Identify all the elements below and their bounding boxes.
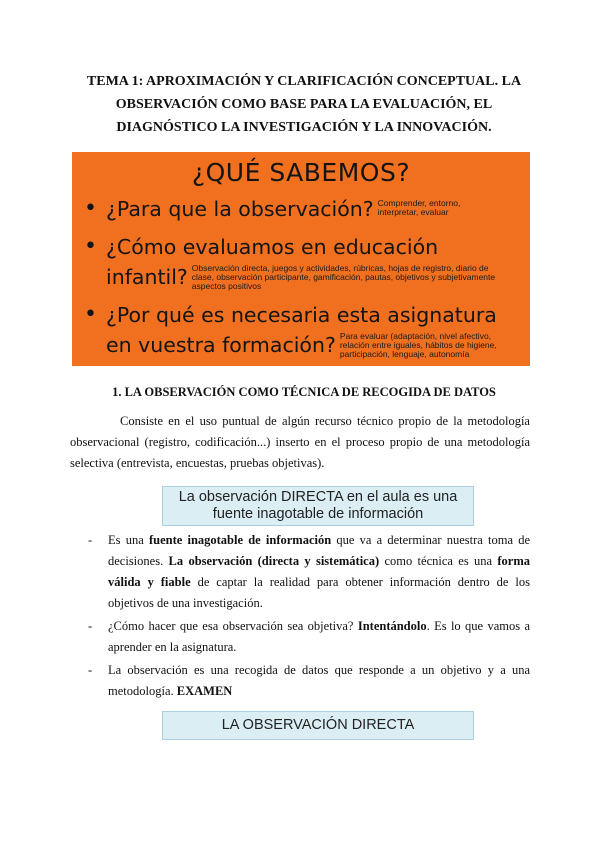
callout-directa: La observación DIRECTA en el aula es una fuente inagotable de información	[162, 486, 474, 526]
bullet-dot: •	[84, 234, 97, 259]
item-text: Es una	[108, 533, 144, 547]
item-text: ¿Cómo hacer que esa observación sea objetiva?	[108, 619, 354, 633]
bullet-list	[70, 530, 530, 704]
question-3-note: Para evaluar (adaptación, nivel afectivo, relación entre iguales, hábitos de higiene, participación, lenguaje, autonomía	[339, 330, 497, 359]
bullet-dot: •	[84, 302, 97, 327]
slide-heading: ¿QUÉ SABEMOS?	[191, 158, 411, 187]
que-sabemos-slide	[72, 152, 530, 366]
section-heading: 1. LA OBSERVACIÓN COMO TÉCNICA DE RECOGIDA DE DATOS	[112, 385, 496, 399]
document-title: TEMA 1: APROXIMACIÓN Y CLARIFICACIÓN CONCEPTUAL. LA OBSERVACIÓN COMO BASE PARA LA EVALUACIÓN, EL DIAGNÓSTICO LA INVESTIGACIÓN Y LA INNOVACIÓN.	[86, 74, 522, 135]
dash-marker: -	[88, 533, 93, 547]
question-2-note: Observación directa, juegos y actividades, rúbricas, hojas de registro, diario de clase, observación participante, gamificación, pautas, objetivos y subjetivamente aspectos positivos	[191, 262, 496, 291]
callout-observacion-directa: LA OBSERVACIÓN DIRECTA	[162, 711, 474, 740]
list-item	[70, 530, 530, 614]
item-bold: fuente inagotable de información	[148, 533, 332, 547]
dash-marker: -	[88, 619, 93, 633]
intro-paragraph: Consiste en el uso puntual de algún recurso técnico propio de la metodología observacional (registro, codificación...) inserto en el proceso propio de una metodología selectiva (entrevista, encuestas, pruebas objetivas).	[70, 414, 530, 470]
bullet-dot: •	[84, 196, 97, 221]
item-text: La observación es una recogida de datos que responde a un objetivo y a una metodología.	[108, 663, 530, 698]
question-3-line-1: ¿Por qué es necesaria esta asignatura	[106, 303, 497, 327]
item-bold: EXAMEN	[176, 684, 233, 698]
slide-bullet-2	[84, 232, 524, 292]
item-text: . Es lo que vamos a aprender en la asignatura.	[108, 619, 530, 654]
slide-bullet-1	[84, 194, 524, 224]
list-item	[70, 660, 530, 702]
dash-marker: -	[88, 663, 93, 677]
question-1-note: Comprender, entorno, interpretar, evaluar	[377, 198, 461, 217]
item-bold: Intentándolo	[357, 619, 427, 633]
item-text: como técnica es una	[384, 554, 493, 568]
item-text: de captar la realidad para obtener información dentro de los objetivos de una investigación.	[108, 575, 530, 610]
question-2-line-2: infantil?	[106, 265, 188, 289]
question-3-line-2: en vuestra formación?	[106, 333, 336, 357]
item-bold: La observación (directa y sistemática)	[168, 554, 380, 568]
question-1: ¿Para que la observación?	[106, 197, 374, 221]
item-bold: forma válida y fiable	[108, 554, 531, 589]
slide-bullet-3	[84, 300, 524, 360]
list-item	[70, 616, 530, 658]
item-text: que va a determinar nuestra toma de decisiones.	[108, 533, 530, 568]
question-2-line-1: ¿Cómo evaluamos en educación	[106, 235, 439, 259]
